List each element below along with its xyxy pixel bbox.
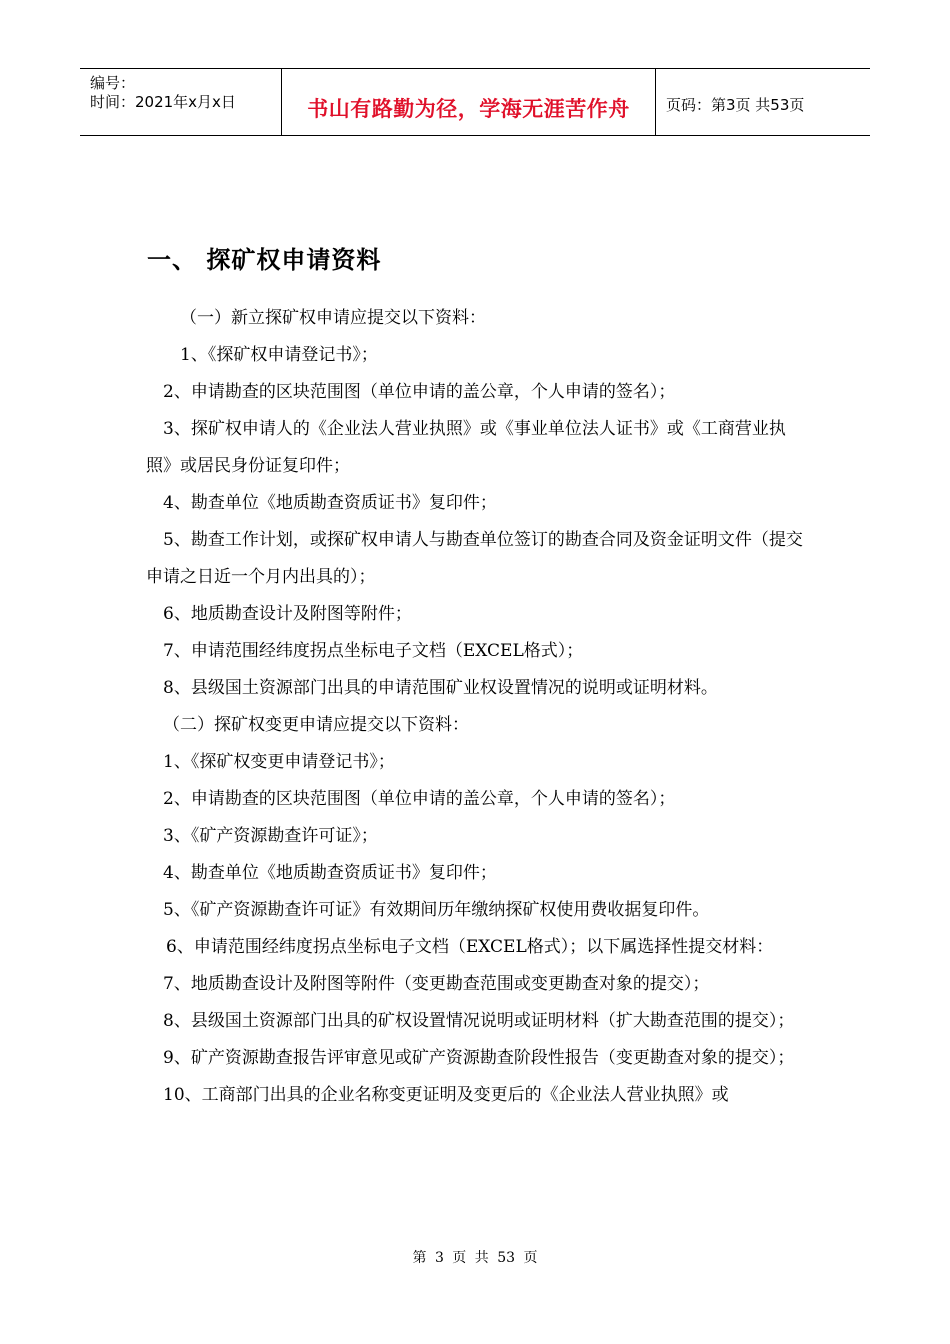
body-content <box>146 300 808 1114</box>
paragraph-item: 9、矿产资源勘查报告评审意见或矿产资源勘查阶段性报告（变更勘查对象的提交）； <box>163 1048 795 1068</box>
paragraph-item: 7、申请范围经纬度拐点坐标电子文档（EXCEL格式）； <box>163 641 584 661</box>
page-info: 页码：第3页 共53页 <box>666 96 805 114</box>
motto: 书山有路勤为径，学海无涯苦作舟 <box>307 97 630 121</box>
number-label: 编号： <box>90 74 136 92</box>
paragraph-item: 5、《矿产资源勘查许可证》有效期间历年缴纳探矿权使用费收据复印件。 <box>163 900 710 920</box>
paragraph-item: 1、《探矿权申请登记书》； <box>180 345 378 365</box>
paragraph-item: 3、《矿产资源勘查许可证》； <box>163 826 378 846</box>
paragraph-item: 5、勘查工作计划，或探矿权申请人与勘查单位签订的勘查合同及资金证明文件（提交申请之日近一个月内出具的）； <box>146 530 803 587</box>
paragraph-item: 6、地质勘查设计及附图等附件； <box>163 604 412 624</box>
paragraph-item: 1、《探矿权变更申请登记书》； <box>163 752 395 772</box>
header-meta-cell <box>80 69 282 135</box>
paragraph-item: 2、申请勘查的区块范围图（单位申请的盖公章，个人申请的签名）； <box>163 382 676 402</box>
paragraph-item: 8、县级国土资源部门出具的申请范围矿业权设置情况的说明或证明材料。 <box>163 678 718 698</box>
time-label: 时间：2021年x月x日 <box>90 93 236 111</box>
paragraph-item: 4、勘查单位《地质勘查资质证书》复印件； <box>163 863 497 883</box>
header-page-cell <box>656 69 870 135</box>
paragraph-subsection-1: （一）新立探矿权申请应提交以下资料： <box>180 308 486 328</box>
header-motto-cell <box>282 69 656 135</box>
document-header <box>80 68 870 136</box>
paragraph-item: 4、勘查单位《地质勘查资质证书》复印件； <box>163 493 497 513</box>
paragraph-item: 6、申请范围经纬度拐点坐标电子文档（EXCEL格式）；以下属选择性提交材料： <box>166 937 774 957</box>
paragraph-item: 10、工商部门出具的企业名称变更证明及变更后的《企业法人营业执照》或 <box>163 1085 729 1105</box>
section-title: 一、 探矿权申请资料 <box>147 246 382 274</box>
paragraph-subsection-2: （二）探矿权变更申请应提交以下资料： <box>163 715 469 735</box>
paragraph-item: 3、探矿权申请人的《企业法人营业执照》或《事业单位法人证书》或《工商营业执照》或居民身份证复印件； <box>146 419 786 476</box>
page-footer: 第 3 页 共 53 页 <box>412 1250 538 1266</box>
paragraph-item: 2、申请勘查的区块范围图（单位申请的盖公章，个人申请的签名）； <box>163 789 676 809</box>
paragraph-item: 8、县级国土资源部门出具的矿权设置情况说明或证明材料（扩大勘查范围的提交）； <box>163 1011 795 1031</box>
paragraph-item: 7、地质勘查设计及附图等附件（变更勘查范围或变更勘查对象的提交）； <box>163 974 710 994</box>
